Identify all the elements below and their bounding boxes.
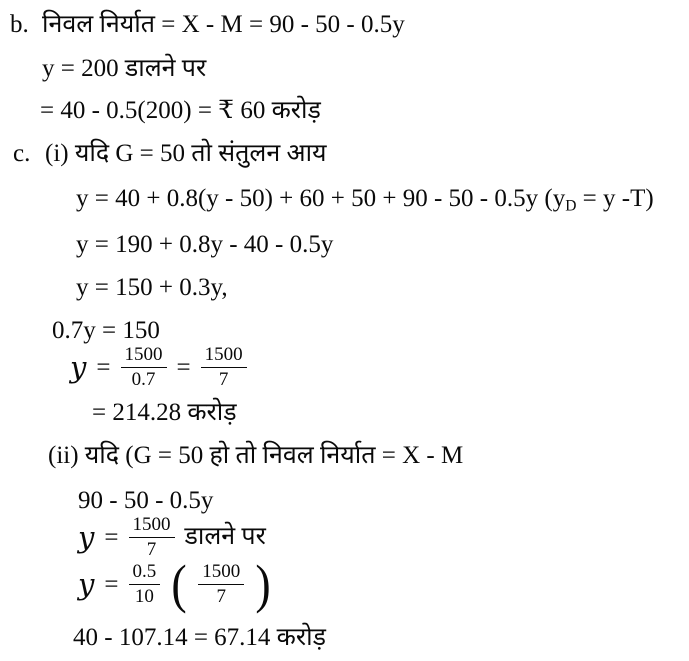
equals-sign: = [104,523,119,551]
denominator: 7 [216,585,226,607]
section-c-label: c. [13,140,31,167]
math-var-y: y [78,519,95,554]
substitute-text: डालने पर [184,523,266,551]
net-exports-equation: निवल निर्यात = X - M = 90 - 50 - 0.5y [42,11,405,38]
fraction [121,344,167,391]
fraction-equation-i [70,344,247,391]
equation-text: y = 40 + 0.8(y - 50) + 60 + 50 + 90 - 50 - 0.5y (y [76,185,566,212]
numerator: 1500 [121,344,167,368]
section-b-label: b. [10,11,29,38]
math-var-y: y [70,349,87,384]
net-exports-expression: 90 - 50 - 0.5y [78,487,214,514]
open-paren: ( [171,554,187,614]
equals-sign: = [96,353,111,381]
denominator: 10 [134,585,154,607]
math-var-y: y [78,566,95,601]
part-i-result: = 214.28 करोड़ [92,399,237,426]
fraction [129,514,175,561]
fraction [201,344,247,391]
fraction [198,561,244,608]
subscript-D: D [565,197,577,215]
numerator: 1500 [129,514,175,538]
numerator: 1500 [198,561,244,585]
equilibrium-income-equation [76,182,654,216]
numerator: 1500 [201,344,247,368]
denominator: 7 [218,368,229,390]
fraction [129,561,161,608]
equation-text-tail: = y -T) [576,185,654,212]
simplified-equation-3: 0.7y = 150 [52,317,160,344]
part-i-heading: (i) यदि G = 50 तो संतुलन आय [45,140,327,167]
denominator: 0.7 [131,368,156,390]
substitute-y-line: y = 200 डालने पर [42,55,207,82]
simplified-equation-2: y = 150 + 0.3y, [76,274,228,301]
denominator: 7 [146,538,157,560]
net-exports-result: = 40 - 0.5(200) = ₹ 60 करोड़ [40,97,321,124]
simplified-equation-1: y = 190 + 0.8y - 40 - 0.5y [76,231,334,258]
part-ii-result: 40 - 107.14 = 67.14 करोड़ [73,624,326,651]
equals-sign: = [104,570,119,598]
part-ii-heading: (ii) यदि (G = 50 हो तो निवल निर्यात = X - M [48,442,464,469]
numerator: 0.5 [129,561,161,585]
product-fraction-line [78,554,272,614]
close-paren: ) [255,554,271,614]
equals-sign: = [176,353,191,381]
